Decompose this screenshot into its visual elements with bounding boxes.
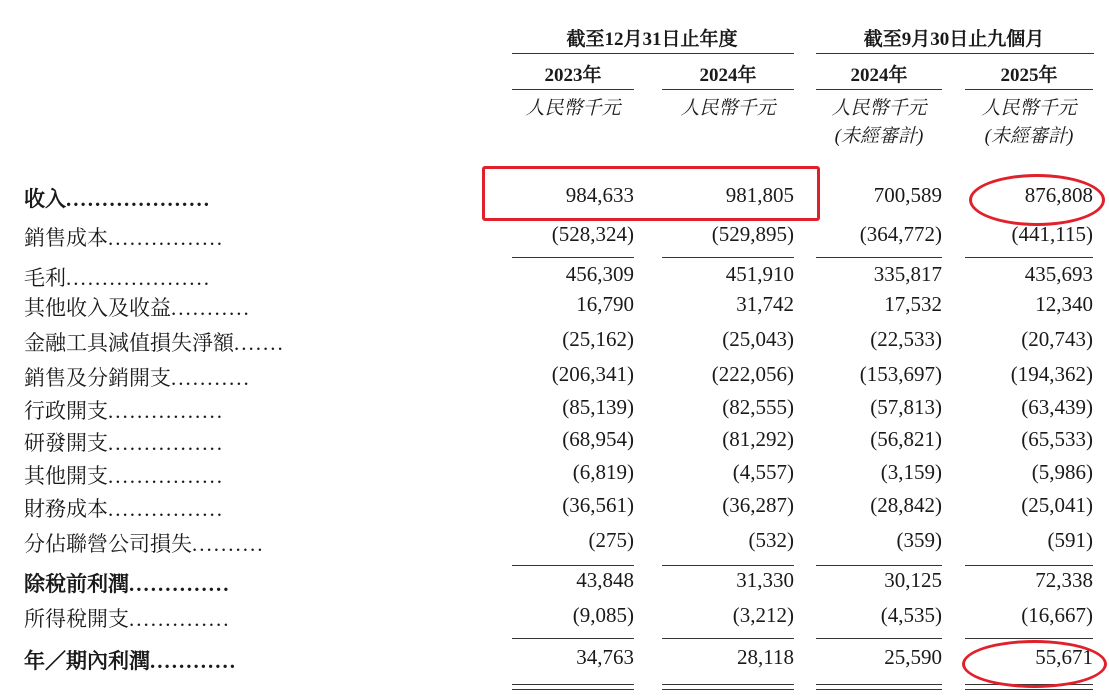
row-value-cell: (153,697) [859, 362, 942, 386]
row-label-text: 所得稅開支 [24, 607, 129, 631]
row-value-cell: 28,118 [737, 645, 794, 669]
row-value-cell: (56,821) [870, 427, 942, 451]
row-value-cell: (528,324) [551, 222, 634, 246]
row-label-text: 毛利 [24, 266, 66, 290]
header-underline-2 [816, 53, 1094, 54]
row-leader-dots: .............. [129, 607, 231, 631]
double-underline [512, 684, 634, 685]
double-underline [816, 689, 942, 690]
subtotal-line [512, 257, 634, 258]
double-underline [965, 689, 1093, 690]
row-value-cell: 700,589 [873, 183, 942, 207]
row-label [24, 222, 224, 252]
subtotal-line [662, 257, 794, 258]
row-value-cell: 12,340 [1035, 292, 1093, 316]
row-value-cell: (4,557) [732, 460, 794, 484]
row-value-cell: 984,633 [565, 183, 634, 207]
row-leader-dots: ........... [171, 366, 251, 390]
double-underline [512, 689, 634, 690]
row-label-text: 行政開支 [24, 399, 108, 423]
row-leader-dots: ................ [108, 226, 224, 250]
row-value-cell: (3,159) [880, 460, 942, 484]
row-value-cell: (22,533) [870, 327, 942, 351]
row-label [24, 327, 285, 357]
row-value-cell: 335,817 [873, 262, 942, 286]
row-label-text: 收入 [24, 187, 66, 211]
row-value-cell: 876,808 [1024, 183, 1093, 207]
row-value-cell: (65,533) [1021, 427, 1093, 451]
row-value-cell: (16,667) [1021, 603, 1093, 627]
row-label [24, 645, 237, 675]
row-label-text: 除稅前利潤 [24, 572, 129, 596]
row-label [24, 292, 251, 322]
header-group-year-ended: 截至12月31日止年度 [566, 29, 738, 50]
row-value-cell: (9,085) [572, 603, 634, 627]
column-year-underline [662, 89, 794, 90]
row-value-cell: (63,439) [1021, 395, 1093, 419]
row-label [24, 528, 265, 558]
row-value-cell: 30,125 [884, 568, 942, 592]
row-label [24, 262, 211, 292]
row-label [24, 568, 231, 598]
row-value-cell: (25,041) [1021, 493, 1093, 517]
column-unit-label: 人民幣千元 [525, 98, 621, 119]
column-unaudited-note: (未經審計) [834, 126, 924, 147]
row-value-cell: (25,043) [722, 327, 794, 351]
row-label [24, 183, 211, 213]
row-value-cell: (4,535) [880, 603, 942, 627]
subtotal-line [662, 638, 794, 639]
double-underline [662, 689, 794, 690]
row-label [24, 362, 251, 392]
row-leader-dots: ................ [108, 399, 224, 423]
column-unaudited-note: (未經審計) [984, 126, 1074, 147]
column-year-header: 2023年 [544, 65, 602, 86]
row-label [24, 493, 224, 523]
subtotal-line [816, 257, 942, 258]
row-value-cell: (364,772) [859, 222, 942, 246]
row-value-cell: 451,910 [725, 262, 794, 286]
column-unit-label: 人民幣千元 [680, 98, 776, 119]
column-year-header: 2024年 [850, 65, 908, 86]
row-value-cell: (36,287) [722, 493, 794, 517]
row-label-text: 財務成本 [24, 497, 108, 521]
subtotal-line [965, 638, 1093, 639]
column-year-underline [816, 89, 942, 90]
row-value-cell: 55,671 [1035, 645, 1093, 669]
row-leader-dots: ................ [108, 464, 224, 488]
row-value-cell: (359) [896, 528, 942, 552]
row-label [24, 460, 224, 490]
row-label-text: 研發開支 [24, 431, 108, 455]
row-value-cell: (206,341) [551, 362, 634, 386]
row-value-cell: (5,986) [1031, 460, 1093, 484]
row-leader-dots: .............. [129, 572, 231, 596]
row-value-cell: 31,330 [736, 568, 794, 592]
column-unit-label: 人民幣千元 [831, 98, 927, 119]
column-year-header: 2024年 [699, 65, 757, 86]
row-value-cell: (591) [1047, 528, 1093, 552]
double-underline [816, 684, 942, 685]
row-value-cell: (85,139) [562, 395, 634, 419]
subtotal-line [816, 565, 942, 566]
subtotal-line [965, 565, 1093, 566]
row-value-cell: (36,561) [562, 493, 634, 517]
row-value-cell: 43,848 [576, 568, 634, 592]
subtotal-line [512, 638, 634, 639]
row-value-cell: (6,819) [572, 460, 634, 484]
row-value-cell: (82,555) [722, 395, 794, 419]
highlight-box-revenue-2023-2024 [482, 166, 820, 221]
row-value-cell: 31,742 [736, 292, 794, 316]
row-value-cell: 25,590 [884, 645, 942, 669]
row-value-cell: (25,162) [562, 327, 634, 351]
row-leader-dots: .................... [66, 187, 211, 211]
row-label-text: 銷售及分銷開支 [24, 366, 171, 390]
row-value-cell: (57,813) [870, 395, 942, 419]
column-year-underline [965, 89, 1093, 90]
column-year-underline [512, 89, 634, 90]
row-value-cell: (275) [588, 528, 634, 552]
row-leader-dots: ................ [108, 497, 224, 521]
row-leader-dots: ................ [108, 431, 224, 455]
row-leader-dots: .................... [66, 266, 211, 290]
row-label [24, 395, 224, 425]
row-value-cell: (81,292) [722, 427, 794, 451]
row-value-cell: (222,056) [711, 362, 794, 386]
column-unit-label: 人民幣千元 [981, 98, 1077, 119]
double-underline [662, 684, 794, 685]
row-label-text: 銷售成本 [24, 226, 108, 250]
row-value-cell: 16,790 [576, 292, 634, 316]
header-group-nine-months: 截至9月30日止九個月 [863, 29, 1045, 50]
row-value-cell: (194,362) [1010, 362, 1093, 386]
row-value-cell: (68,954) [562, 427, 634, 451]
row-value-cell: 981,805 [725, 183, 794, 207]
highlight-oval-revenue-2025 [969, 174, 1105, 226]
row-leader-dots: ............ [150, 649, 237, 673]
row-value-cell: (529,895) [711, 222, 794, 246]
subtotal-line [816, 638, 942, 639]
row-label-text: 其他開支 [24, 464, 108, 488]
row-label-text: 年／期內利潤 [24, 649, 150, 673]
row-value-cell: 456,309 [565, 262, 634, 286]
row-value-cell: (20,743) [1021, 327, 1093, 351]
row-leader-dots: .......... [192, 532, 265, 556]
row-label-text: 其他收入及收益 [24, 296, 171, 320]
subtotal-line [662, 565, 794, 566]
row-value-cell: 72,338 [1035, 568, 1093, 592]
subtotal-line [512, 565, 634, 566]
highlight-oval-profit-2025 [962, 640, 1107, 688]
header-underline-1 [512, 53, 794, 54]
row-value-cell: 17,532 [884, 292, 942, 316]
column-year-header: 2025年 [1000, 65, 1058, 86]
row-label [24, 427, 224, 457]
row-label-text: 分佔聯營公司損失 [24, 532, 192, 556]
row-value-cell: (441,115) [1011, 222, 1093, 246]
row-value-cell: (3,212) [732, 603, 794, 627]
row-value-cell: (532) [748, 528, 794, 552]
row-leader-dots: ........... [171, 296, 251, 320]
row-label-text: 金融工具減值損失淨額 [24, 331, 234, 355]
row-leader-dots: ....... [234, 331, 285, 355]
subtotal-line [965, 257, 1093, 258]
row-value-cell: (28,842) [870, 493, 942, 517]
row-value-cell: 435,693 [1024, 262, 1093, 286]
row-value-cell: 34,763 [576, 645, 634, 669]
row-label [24, 603, 231, 633]
